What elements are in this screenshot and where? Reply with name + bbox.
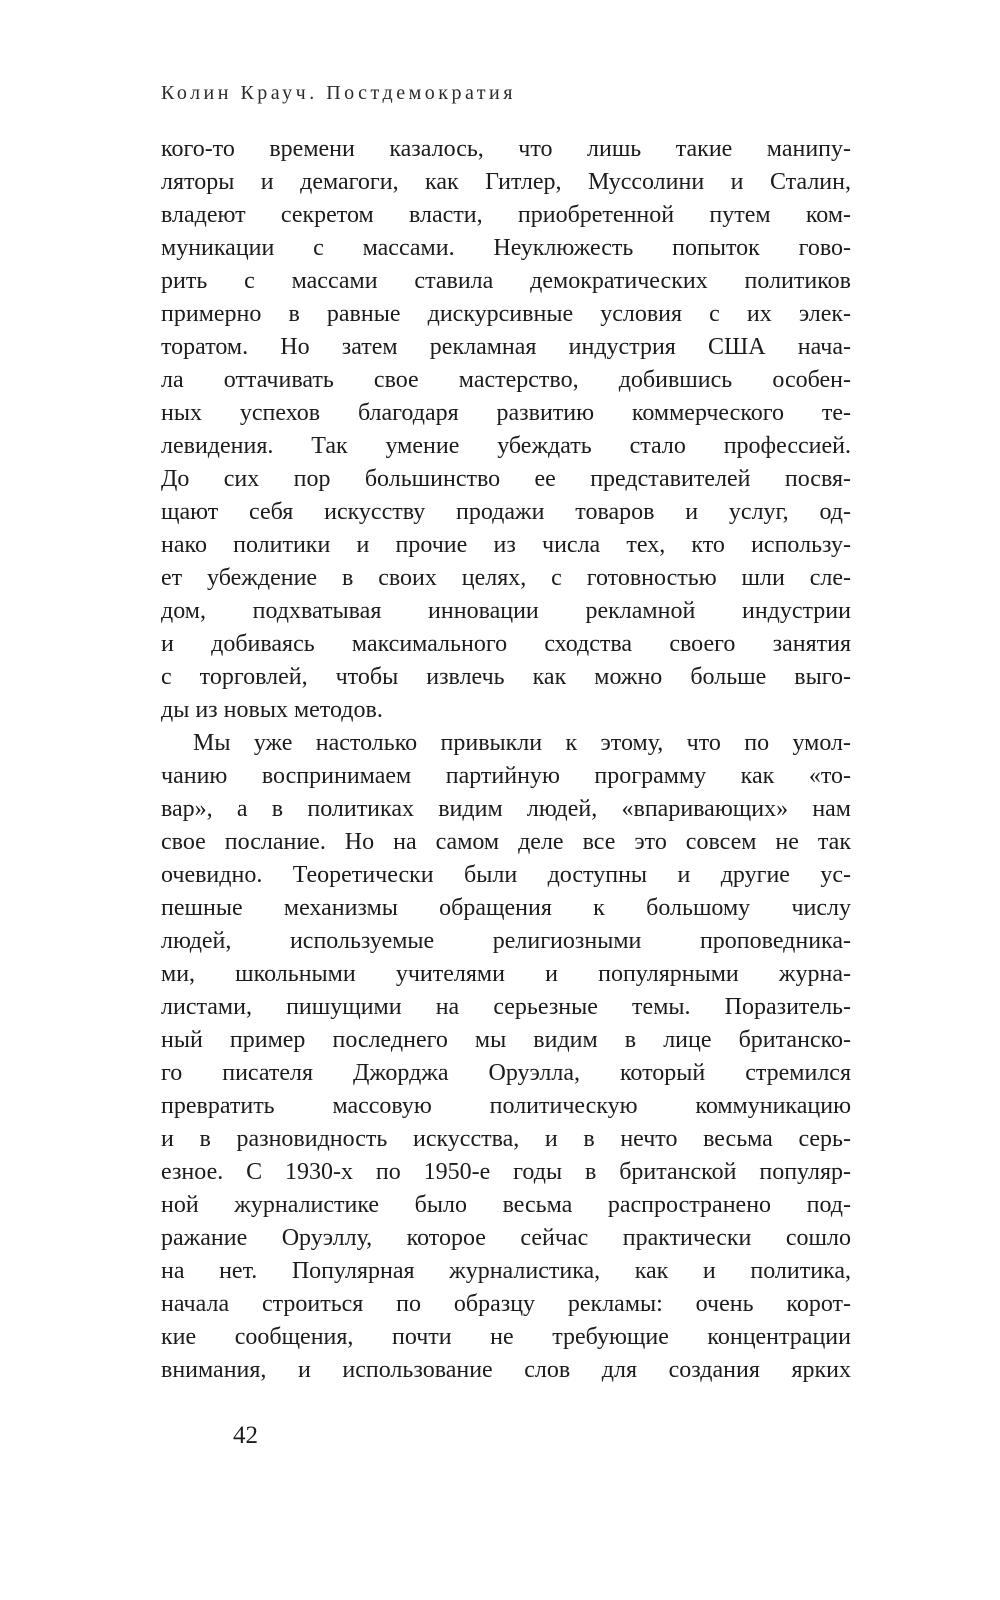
text-line: и добиваясь максимального сходства своего занятия [161,631,851,657]
text-line: ляторы и демагоги, как Гитлер, Муссолини и Сталин, [161,169,851,195]
text-line: ных успехов благодаря развитию коммерческого те- [161,400,851,426]
text-line: ный пример последнего мы видим в лице британско- [161,1027,851,1053]
text-line: кого-то времени казалось, что лишь такие манипу- [161,136,851,162]
page-number: 42 [233,1422,258,1449]
text-line: свое послание. Но на самом деле все это совсем не так [161,829,851,855]
text-line: ражание Оруэллу, которое сейчас практически сошло [161,1225,851,1251]
text-line: и в разновидность искусства, и в нечто весьма серь- [161,1126,851,1152]
text-line: листами, пишущими на серьезные темы. Поразитель- [161,994,851,1020]
text-line: ды из новых методов. [161,697,383,723]
text-line: ла оттачивать свое мастерство, добившись особен- [161,367,851,393]
text-line: примерно в равные дискурсивные условия с их элек- [161,301,851,327]
text-line: езное. С 1930-х по 1950-е годы в британской популяр- [161,1159,851,1185]
text-line: левидения. Так умение убеждать стало профессией. [161,433,851,459]
text-line: на нет. Популярная журналистика, как и политика, [161,1258,851,1284]
text-line: муникации с массами. Неуклюжесть попыток гово- [161,235,851,261]
running-head: Колин Крауч. Постдемократия [161,82,516,104]
body-text [161,133,851,1387]
text-line: дом, подхватывая инновации рекламной индустрии [161,598,851,624]
text-line: очевидно. Теоретически были доступны и другие ус- [161,862,851,888]
paragraph [161,133,851,727]
text-line: Мы уже настолько привыкли к этому, что по умол- [193,730,851,756]
text-line: людей, используемые религиозными проповедника- [161,928,851,954]
text-line: с торговлей, чтобы извлечь как можно больше выго- [161,664,851,690]
text-line: начала строиться по образцу рекламы: очень корот- [161,1291,851,1317]
text-line: ет убеждение в своих целях, с готовностью шли сле- [161,565,851,591]
text-line: кие сообщения, почти не требующие концентрации [161,1324,851,1350]
text-line: нако политики и прочие из числа тех, кто использу- [161,532,851,558]
text-line: ной журналистике было весьма распространено под- [161,1192,851,1218]
text-line: превратить массовую политическую коммуникацию [161,1093,851,1119]
text-line: пешные механизмы обращения к большому числу [161,895,851,921]
text-line: ми, школьными учителями и популярными журна- [161,961,851,987]
text-line: чанию воспринимаем партийную программу как «то- [161,763,851,789]
text-line: внимания, и использование слов для создания ярких [161,1357,851,1383]
text-line: вар», а в политиках видим людей, «впаривающих» нам [161,796,851,822]
text-line: торатом. Но затем рекламная индустрия США нача- [161,334,851,360]
text-line: рить с массами ставила демократических политиков [161,268,851,294]
text-line: щают себя искусству продажи товаров и услуг, од- [161,499,851,525]
paragraph [161,727,851,1387]
text-line: го писателя Джорджа Оруэлла, который стремился [161,1060,851,1086]
text-line: До сих пор большинство ее представителей посвя- [161,466,851,492]
text-line: владеют секретом власти, приобретенной путем ком- [161,202,851,228]
